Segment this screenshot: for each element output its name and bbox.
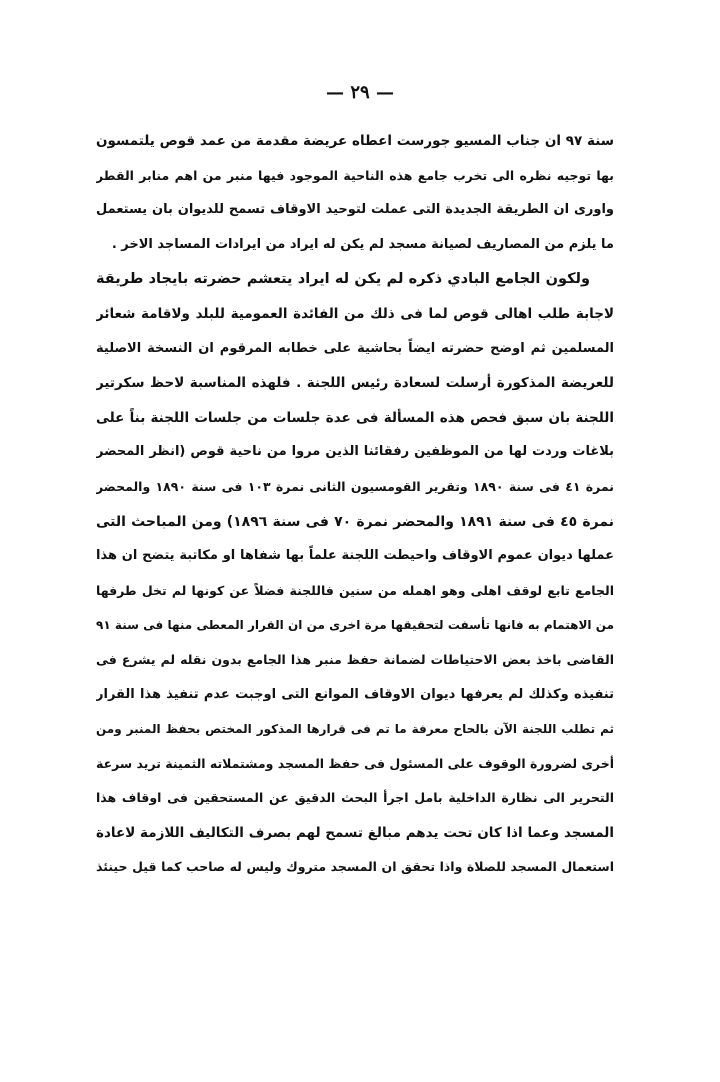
text-line-9: اللجنة بان سبق فحص هذه المسألة فى عدة جلسات من جلسات اللجنة بناً على [96, 409, 614, 426]
text-line-2: بها توجيه نظره الى تخرب جامع هذه الناحية الموجود فيها منبر من اهم منابر القطر [96, 167, 614, 183]
text-line-3: واورى ان الطريقة الجديدة التى عملت لتوحيد الاوقاف تسمح للديوان بان يستعمل [96, 202, 614, 218]
text-line-7: المسلمين ثم اوضح حضرته ايضاً بحاشية على خطابه المرقوم ان النسخة الاصلية [96, 340, 614, 356]
text-line-13: عملها ديوان عموم الاوقاف واحيطت اللجنة علماً بها شفاها او مكاتبة يتضح ان هذا [96, 548, 614, 564]
text-line-5: ولكون الجامع البادي ذكره لم يكن له ايراد يتعشم حضرته بايجاد طريقة [96, 271, 590, 288]
text-line-4: ما يلزم من المصاريف لصيانة مسجد لم يكن له ايراد من ايرادات المساجد الاخر . [111, 236, 614, 252]
page-header [0, 82, 720, 103]
text-line-21: المسجد وعما اذا كان تحت يدهم مبالغ تسمح لهم بصرف التكاليف اللازمة لاعادة [96, 824, 614, 841]
body-text [96, 124, 614, 885]
text-line-19: أخرى لضرورة الوقوف على المسئول فى حفظ المسجد ومشتملاته الثمينة تريد سرعة [96, 755, 614, 771]
text-line-15: من الاهتمام به فانها تأسفت لتحقيقها مرة اخرى من ان القرار المعطى منها فى سنة ٩١ [96, 618, 614, 633]
text-line-16: القاضى باخذ بعض الاحتياطات لضمانة حفظ منبر هذا الجامع بدون نقله لم يشرع فى [96, 651, 614, 667]
text-line-20: التحرير الى نظارة الداخلية بامل اجرأ البحث الدقيق عن المستحقين فى اوقاف هذا [96, 790, 614, 806]
text-line-22: استعمال المسجد للصلاة واذا تحقق ان المسجد متروك وليس له صاحب كما قيل حينئذ [96, 859, 614, 875]
text-line-8: للعريضة المذكورة أرسلت لسعادة رئيس اللجنة . فلهذه المناسبة لاحظ سكرتير [96, 375, 614, 392]
text-line-17: تنفيذه وكذلك لم يعرفها ديوان الاوقاف الموانع التى اوجبت عدم تنفيذ هذا القرار [96, 686, 614, 702]
text-line-11: نمرة ٤١ فى سنة ١٨٩٠ وتقرير القومسيون الثانى نمرة ١٠٣ فى سنة ١٨٩٠ والمحضر [96, 478, 614, 494]
text-line-1: سنة ٩٧ ان جناب المسيو جورست اعطاه عريضة مقدمة من عمد قوص يلتمسون [96, 133, 614, 149]
page-number: — ٢٩ — [326, 82, 394, 103]
text-line-14: الجامع تابع لوقف اهلى وهو اهمله من سنين فاللجنة فضلاً عن كونها لم تخل طرفها [96, 582, 614, 598]
text-line-12: نمرة ٤٥ فى سنة ١٨٩١ والمحضر نمرة ٧٠ فى سنة ١٨٩٦) ومن المباحث التى [96, 513, 614, 530]
text-line-18: ثم تطلب اللجنة الآن بالحاح معرفة ما تم فى قرارها المذكور المختص بحفظ المنبر ومن [96, 722, 614, 737]
text-line-6: لاجابة طلب اهالى قوص لما فى ذلك من الفائدة العمومية للبلد ولاقامة شعائر [96, 305, 614, 322]
text-line-10: بلاغات وردت لها من الموظفين رفقائنا الذين مروا من ناحية قوص (انظر المحضر [96, 444, 614, 460]
